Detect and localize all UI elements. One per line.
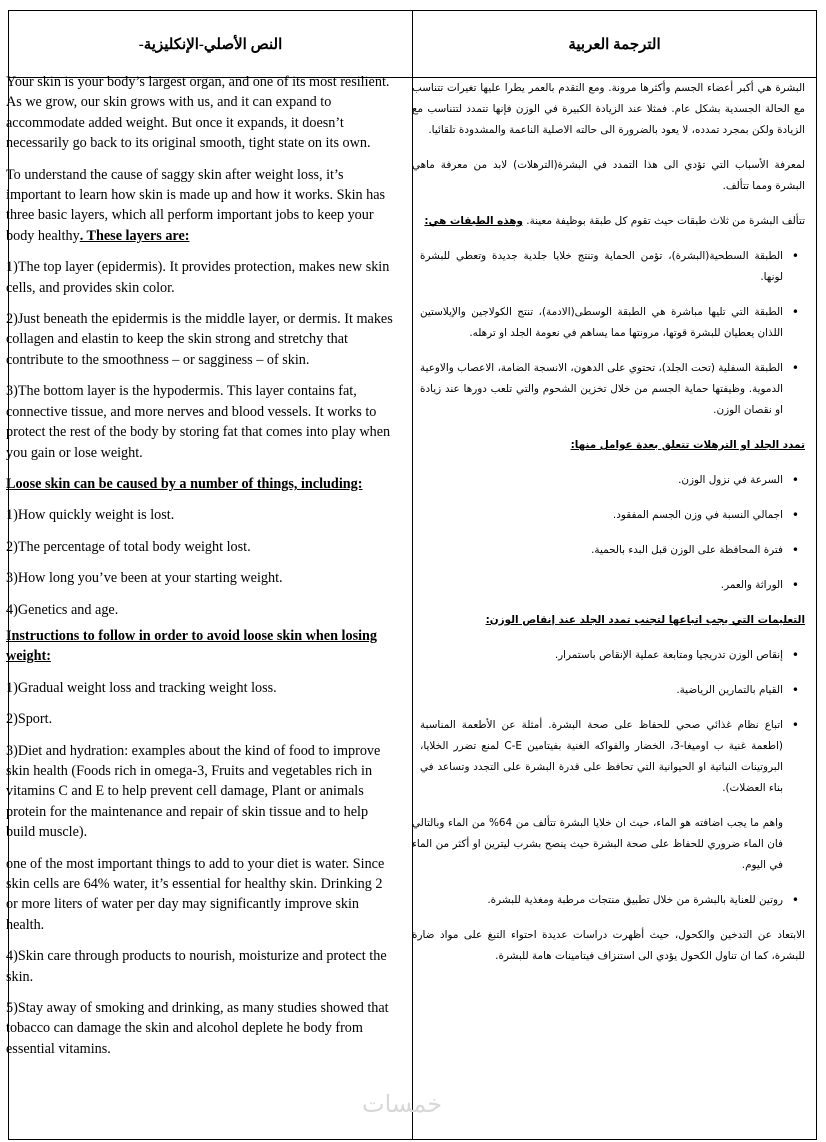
en-instruction-2: 2)Sport. — [6, 711, 53, 728]
ar-cause-4: • الوراثة والعمر. — [420, 575, 783, 596]
en-instruction-3: 3)Diet and hydration: examples about the kind of food to improve skin health (Foods rich in omega-3, Fruits and vegetables rich in vitamins C and E to help prevent cell damage, Plant or animals protein for the maintenance and repair of skin tissue and to help build muscle). — [6, 742, 381, 841]
en-intro: Your skin is your body’s largest organ, and one of its most resilient. As we grow, our skin grows with us, and it can expand to accommodate added weight. But once it expands, it doesn’t necessarily go back to its original smooth, tight state on its own. — [6, 74, 390, 152]
ar-instruction-1: • إنقاص الوزن تدريجيا ومتابعة عملية الإنقاص باستمرار. — [420, 645, 783, 666]
ar-water: واهم ما يجب اضافته هو الماء، حيث ان خلايا البشرة تتألف من 64% من الماء وبالتالي فان الماء ضروري للحفاظ على صحة البشرة حيث ينصح بشرب ليترين او أكثر من الماء في اليوم. — [412, 817, 783, 871]
ar-skincare-list — [412, 890, 805, 911]
ar-layers-intro-bold: وهذه الطبقات هي: — [424, 215, 523, 227]
en-layer-3: 3)The bottom layer is the hypodermis. This layer contains fat, connective tissue, and more nerves and blood vessels. It works to protect the rest of the body by storing fat that comes into play when you gain or lose weight. — [6, 383, 391, 461]
arabic-column — [412, 78, 805, 981]
watermark-logo: خمسات — [362, 1090, 443, 1118]
en-layer-2: 2)Just beneath the epidermis is the middle layer, or dermis. It makes collagen and elastin to keep the skin strong and stretchy that contribute to the smoothness – or sagginess – of skin. — [6, 311, 393, 368]
en-layers-intro-text: To understand the cause of saggy skin after weight loss, it’s important to learn how skin is made up and how it works. Skin has three basic layers, which all perform important jobs to keep your body healthy — [6, 166, 386, 244]
ar-instruction-4: • روتين للعناية بالبشرة من خلال تطبيق منتجات مرطبة ومغذية للبشرة. — [420, 890, 783, 911]
ar-causes-list — [412, 470, 805, 596]
en-instructions-heading: Instructions to follow in order to avoid loose skin when losing weight: — [6, 627, 378, 665]
ar-cause-3: • فترة المحافظة على الوزن قبل البدء بالحمية. — [420, 540, 783, 561]
ar-skin-causes: لمعرفة الأسباب التي تؤدي الى هذا التمدد في البشرة(الترهلات) لابد من معرفة ماهي البشرة ومما تتألف. — [412, 159, 805, 192]
ar-cause-1: • السرعة في نزول الوزن. — [420, 470, 783, 491]
ar-instruction-2: • القيام بالتمارين الرياضية. — [420, 680, 783, 701]
en-cause-2: 2)The percentage of total body weight lost. — [6, 538, 251, 555]
ar-layer-3: • الطبقة السفلية (تحت الجلد)، تحتوي على الدهون، الانسجة الضامة، الاعصاب والاوعية الدموية. وظيفتها حماية الجسم من خلال تخزين الشحوم والتي تلعب دورها عند زيادة او نقصان الوزن. — [420, 358, 783, 421]
ar-instruction-5: الابتعاد عن التدخين والكحول، حيث أظهرت دراسات عديدة احتواء التبغ على مواد ضارة للبشرة، كما ان تناول الكحول يؤدي الى استنزاف فيتامينات هامة للبشرة. — [412, 929, 805, 962]
ar-instructions-list — [412, 645, 805, 799]
en-layers-intro — [6, 165, 396, 247]
ar-instructions-heading: التعليمات التي يجب اتباعها لتجنب تمدد الجلد عند إنقاص الوزن: — [485, 614, 805, 626]
ar-intro: البشرة هي أكبر أعضاء الجسم وأكثرها مرونة. ومع التقدم بالعمر يطرا عليها تغيرات تتناسب مع الحالة الجسدية بشكل عام. فمثلا عند الزيادة الكبيرة في الوزن فإنها تتمدد لتتناسب مع الزيادة ولكن بمجرد تمدده، لا يعود بالضرورة الى حالته الاصلية الناعمة والمشدودة تلقائيا. — [412, 82, 805, 136]
en-water: one of the most important things to add to your diet is water. Since skin cells are 64% water, it’s essential for healthy skin. Drinking 2 or more liters of water per day may significantly improve skin health. — [6, 855, 385, 933]
ar-cause-2: • اجمالي النسبة في وزن الجسم المفقود. — [420, 505, 783, 526]
ar-layer-2: • الطبقة التي تليها مباشرة هي الطبقة الوسطى(الادمة)، تنتج الكولاجين والإيلاستين اللذان يعطيان للبشرة قوتها، مرونتها مما يساهم في نعومة الجلد او ترهله. — [420, 302, 783, 344]
ar-layers-list — [412, 246, 805, 421]
en-layer-1: 1)The top layer (epidermis). It provides protection, makes new skin cells, and provides skin color. — [6, 259, 390, 296]
ar-layers-intro — [412, 211, 805, 232]
en-layers-intro-bold: . These layers are: — [79, 227, 190, 244]
en-instruction-5: 5)Stay away of smoking and drinking, as many studies showed that tobacco can damage the skin and alcohol deplete he body from essential vitamins. — [6, 1000, 389, 1057]
en-instruction-1: 1)Gradual weight loss and tracking weight loss. — [6, 679, 277, 696]
ar-layer-1: • الطبقة السطحية(البشرة)، تؤمن الحماية وتنتج خلايا جلدية جديدة وتعطي للبشرة لونها. — [420, 246, 783, 288]
en-cause-1: 1)How quickly weight is lost. — [6, 507, 175, 524]
ar-instruction-3: • اتباع نظام غذائي صحي للحفاظ على صحة البشرة. أمثلة عن الأطعمة المناسبة (اطعمة غنية ب اوميغا-3، الخضار والفواكه الغنية بفيتامين C-E لمنع تضرر الخلايا، البروتينات النباتية او الحيوانية التي تحافظ على قدرة البشرة على التجدد وتساعد في بناء العضلات). — [420, 715, 783, 799]
en-cause-4: 4)Genetics and age. — [6, 601, 119, 618]
header-original-english: النص الأصلي-الإنكليزية- — [138, 36, 283, 53]
header-arabic-translation: الترجمة العربية — [568, 36, 661, 53]
english-column — [6, 72, 396, 1070]
en-causes-heading: Loose skin can be caused by a number of things, including: — [6, 475, 363, 492]
en-cause-3: 3)How long you’ve been at your starting weight. — [6, 570, 283, 587]
en-instruction-4: 4)Skin care through products to nourish, moisturize and protect the skin. — [6, 948, 387, 985]
ar-causes-heading: تمدد الجلد او الترهلات تتعلق بعدة عوامل منها: — [570, 439, 805, 451]
ar-layers-intro-text: تتألف البشرة من ثلاث طبقات حيث تقوم كل طبقة بوظيفة معينة. — [526, 215, 805, 227]
